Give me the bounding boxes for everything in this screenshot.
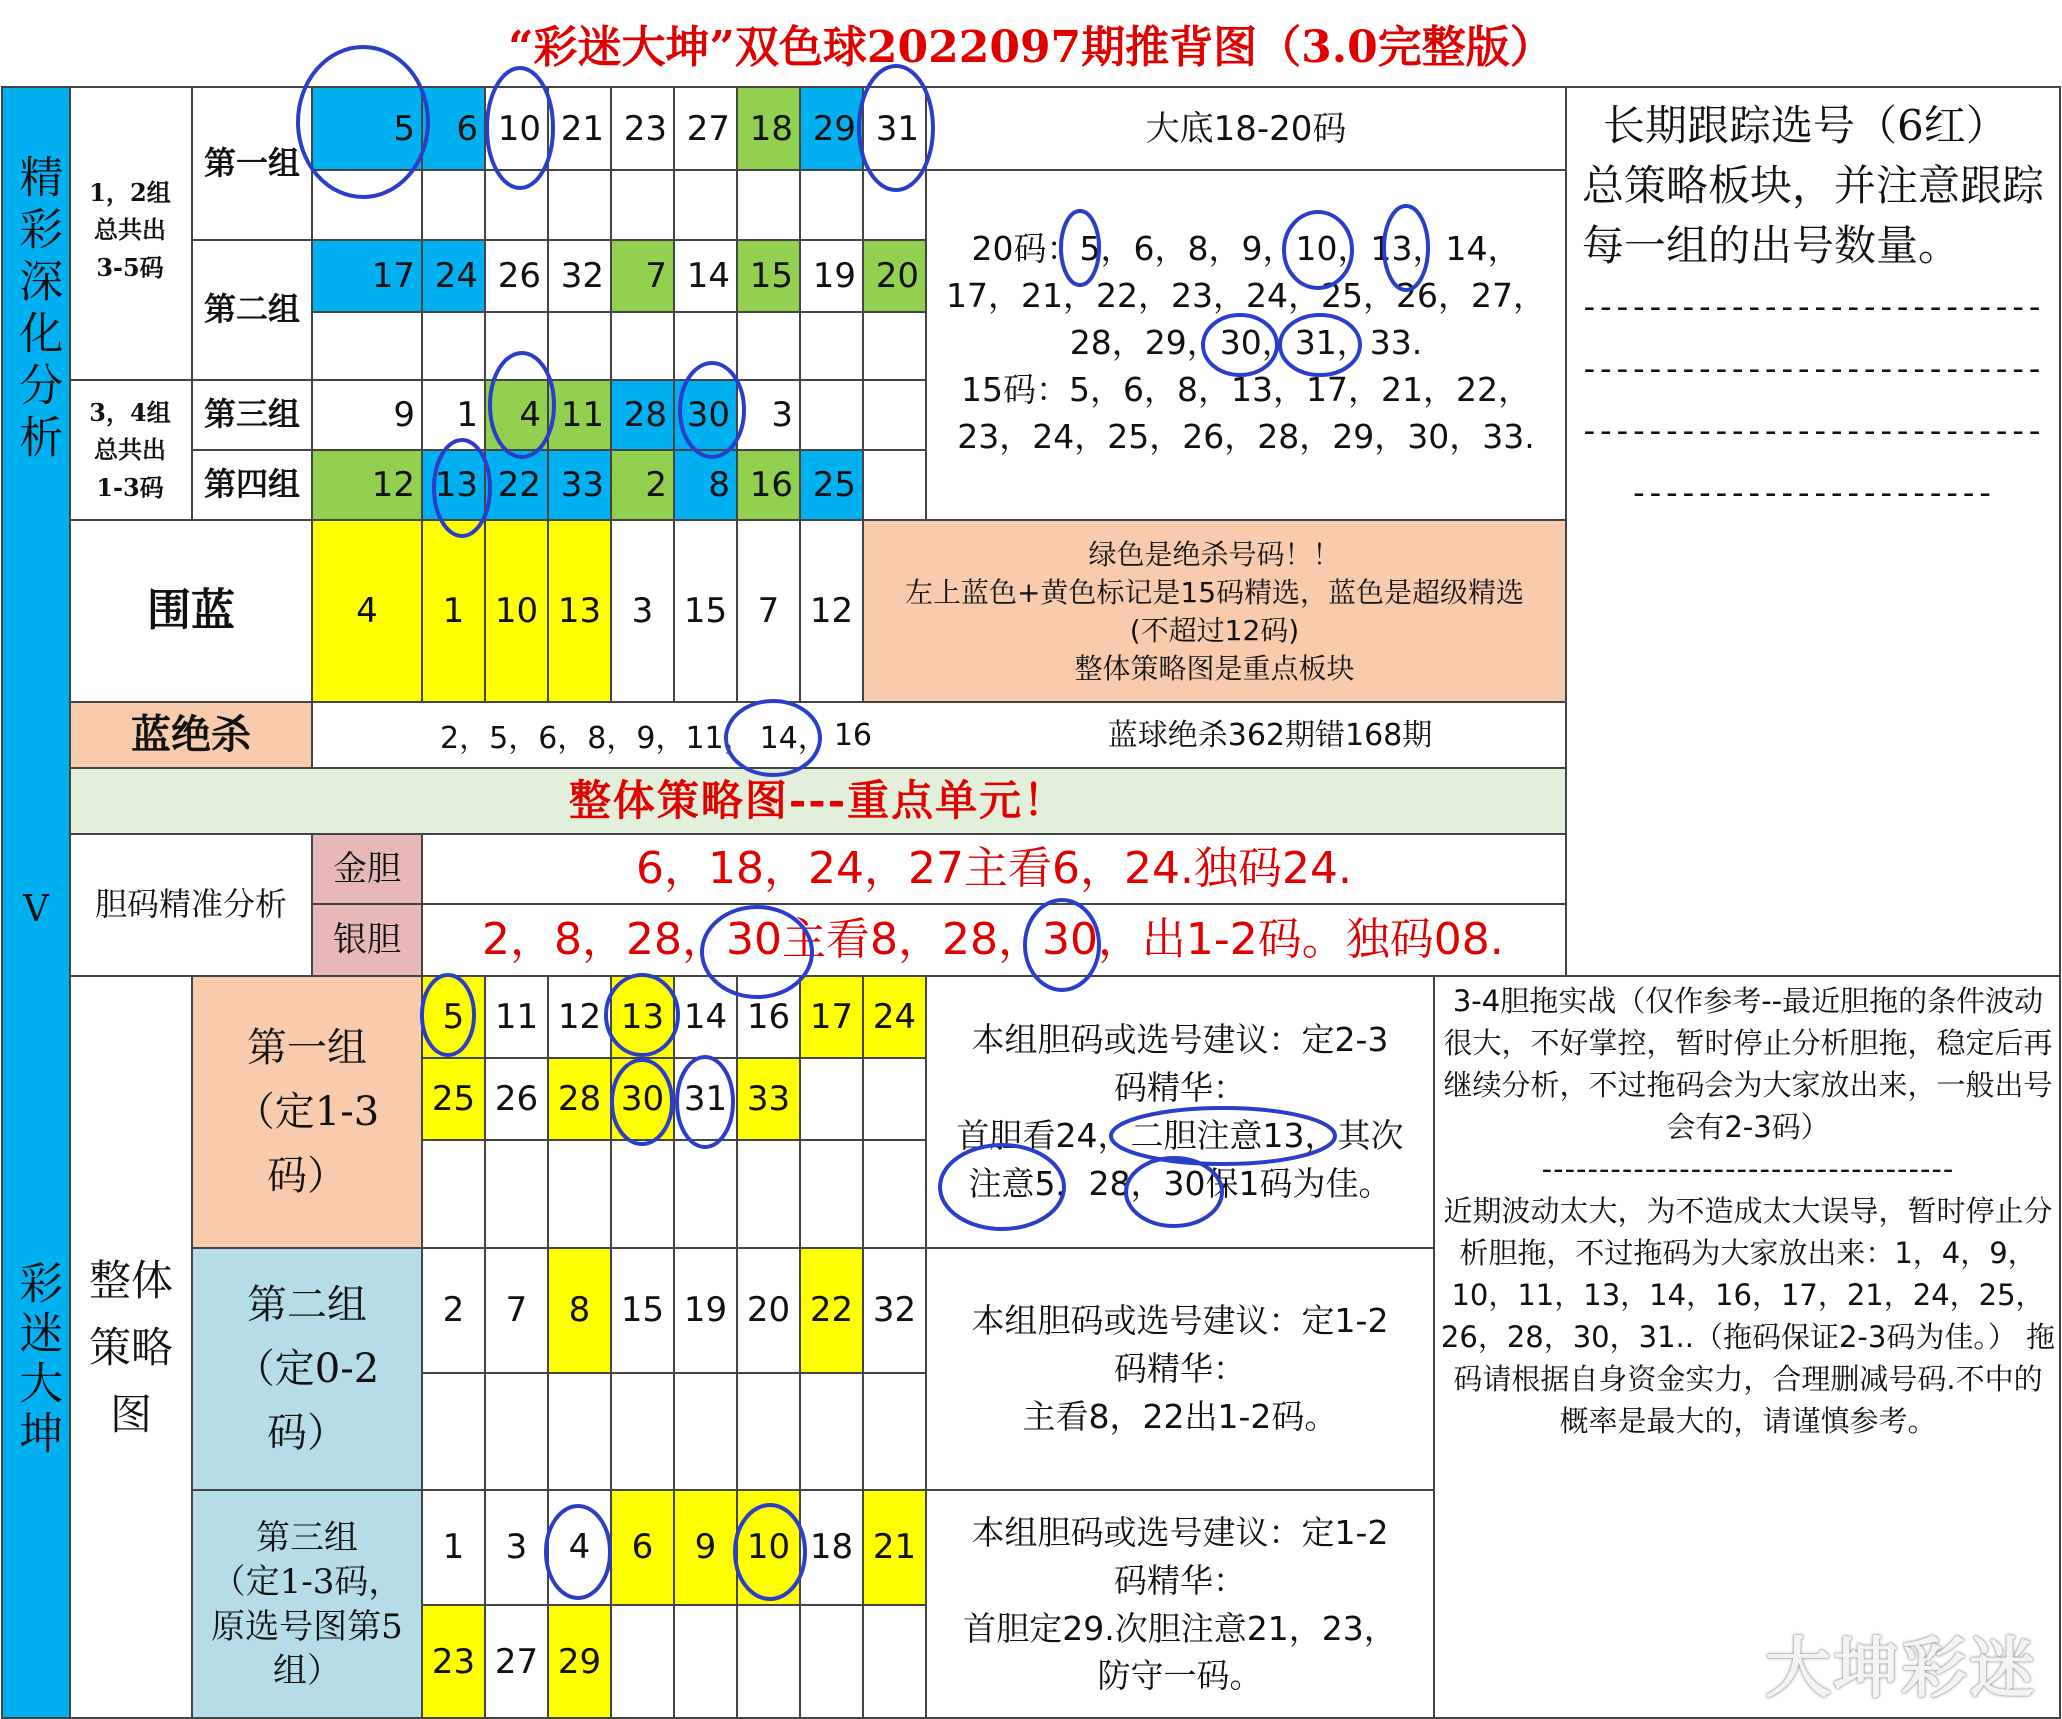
overall-label: 整体 策略 图: [88, 1255, 173, 1440]
dantuo-separator: ------------------------------------: [1541, 1152, 1955, 1186]
dantuo-para-2: 近期波动太大，为不造成太大误导，暂时停止分析胆拖，不过拖码为大家放出来：1，4，9，10，11，13，14，16，17，21，24，25，26，28，30，31..（拖码保证2-3码为佳。） 拖码请根据自身资金实力，合理删减号码.不中的概率是最大的，请谨慎参考。: [1440, 1194, 2056, 1438]
dantuo-para-1: 3-4胆拖实战（仅作参考--最近胆拖的条件波动很大，不好掌控，暂时停止分析胆拖，稳定后再继续分析，不过拖码会为大家放出来，一般出号会有2-3码）: [1443, 984, 2053, 1144]
group-12-note: 1，2组 总共出 3-5码: [89, 178, 171, 282]
dadi-20-prefix: 20码：: [971, 229, 1080, 268]
g2-num-14: 14: [686, 255, 730, 296]
weilan-label: 围蓝: [147, 585, 235, 637]
g1-num-29: 29: [800, 88, 863, 170]
og1-num: 14: [683, 996, 728, 1037]
silver-dan-label: 银胆: [312, 904, 422, 976]
g4-num-12: 12: [312, 450, 422, 520]
g3-num-11: 11: [548, 380, 611, 450]
group3-advice: 本组胆码或选号建议：定1-2 码精华： 首胆定29.次胆注意21，23， 防守一码。: [963, 1512, 1397, 1696]
og3-num: 23: [422, 1605, 485, 1719]
side-label-middle-text: V: [23, 889, 49, 931]
tracking-note: [1572, 96, 2057, 516]
dadi-line-1: 20码：5，6，8，9，10，13，14，: [971, 229, 1521, 268]
gold-dan-label: 金胆: [312, 834, 422, 904]
strategy-banner: 整体策略图---重点单元！: [70, 768, 1566, 834]
lanjuesha-nums-b: 14，: [759, 721, 828, 756]
watermark-text: 大坤彩迷: [1765, 1630, 2037, 1707]
silver-dan-text: 2，8，28，30主看8，28，30，出1-2码。独码08.: [482, 914, 1504, 966]
weilan-num-15: 15: [683, 590, 728, 631]
g2-num-19: 19: [812, 255, 856, 296]
og3-num: 1: [442, 1527, 465, 1568]
og2-num: 8: [548, 1248, 611, 1373]
lanjuesha-nums-c: 16: [833, 717, 872, 753]
top-group2-label: 第二组: [203, 290, 300, 329]
g1-num-23: 23: [623, 108, 667, 149]
dadi-20-num: 5: [1079, 229, 1101, 268]
og1-num: 12: [557, 996, 602, 1037]
og1-num: 33: [737, 1058, 800, 1140]
og2-num: 2: [442, 1290, 465, 1331]
weilan-num-4: 4: [312, 520, 422, 702]
page-title: “彩迷大坤”双色球2022097期推背图（3.0完整版）: [508, 21, 1554, 73]
og1-num: 16: [746, 996, 791, 1037]
lanjuesha-nums-a: 2，5，6，8，9，11，: [440, 721, 754, 756]
g1-num-21: 21: [560, 108, 604, 149]
og1-num: 11: [494, 996, 539, 1037]
og2-num: 7: [505, 1290, 528, 1331]
og1-num: 26: [494, 1078, 539, 1119]
og1-num: 28: [548, 1058, 611, 1140]
dadi-line-4: 15码：5，6，8，13，17，21，22，: [961, 370, 1531, 409]
dadi-20-num: 31: [1294, 323, 1337, 362]
og3-num: 29: [548, 1605, 611, 1719]
group2-advice: 本组胆码或选号建议：定1-2 码精华： 主看8，22出1-2码。: [971, 1301, 1389, 1436]
og3-num: 4: [568, 1527, 591, 1568]
dadi-20-num: 30: [1219, 323, 1262, 362]
weilan-num-1: 1: [422, 520, 485, 702]
legend-line-3: (不超过12码): [1129, 614, 1300, 647]
dadi-20-num: 14: [1445, 229, 1488, 268]
og1-num: 17: [800, 976, 863, 1058]
dadi-20-num: 28: [1069, 323, 1112, 362]
og1-num: 30: [611, 1058, 674, 1140]
og2-num: 19: [683, 1290, 728, 1331]
og1-num: 31: [683, 1078, 728, 1119]
overall-group3-label: 第三组 （定1-3码， 原选号图第5 组）: [192, 1490, 422, 1719]
g4-num-16: 16: [737, 450, 800, 520]
lanjuesha-record: 蓝球绝杀362期错168期: [1107, 717, 1433, 753]
g3-num-3: 3: [771, 394, 793, 435]
og1-num: 13: [611, 976, 674, 1058]
lanjuesha-label: 蓝绝杀: [70, 702, 312, 768]
overall-group1-label: 第一组 （定1-3 码）: [192, 976, 422, 1248]
dadi-line-3: 28，29，30，31，33.: [1069, 323, 1423, 362]
weilan-num-12: 12: [809, 590, 854, 631]
og1-num: 24: [863, 976, 926, 1058]
top-group4-label: 第四组: [203, 465, 300, 504]
group1-advice: 本组胆码或选号建议：定2-3 码精华： 首胆看24，二胆注意13，其次 注意5，28，30保1码为佳。: [956, 1020, 1404, 1203]
tracking-note-text: 长期跟踪选号（6红）总策略板块，并注意跟踪每一组的出号数量。: [1582, 101, 2045, 270]
dadi-20-num: 9: [1241, 229, 1263, 268]
weilan-num-10: 10: [485, 520, 548, 702]
dadi-line-2: 17，21，22，23，24，25，26，27，: [946, 276, 1546, 315]
dadi-line-5: 23，24，25，26，28，29，30，33.: [957, 417, 1535, 456]
dadi-20-num: 10: [1295, 229, 1338, 268]
g4-num-33: 33: [548, 450, 611, 520]
group-34-note: 3，4组 总共出 1-3码: [89, 398, 171, 502]
side-label-middle: [3, 880, 69, 940]
dadi-20-num: 33.: [1369, 323, 1423, 362]
side-label-top-text: 精彩深化分析: [11, 154, 63, 466]
g4-num-13: 13: [422, 450, 485, 520]
dadi-20-num: 29: [1144, 323, 1187, 362]
g4-num-22: 22: [485, 450, 548, 520]
g3-num-28: 28: [611, 380, 674, 450]
g3-num-30: 30: [674, 380, 737, 450]
og2-num: 20: [746, 1290, 791, 1331]
g1-num-18: 18: [737, 88, 800, 170]
g1-num-5: 5: [312, 88, 422, 170]
g4-num-2: 2: [611, 450, 674, 520]
g2-num-15: 15: [737, 240, 800, 312]
tracking-note-dashes: ----------------------------------------------------------------------------------------------------------: [1583, 287, 2046, 513]
dadi-20-num: 8: [1187, 229, 1209, 268]
g2-num-20: 20: [863, 240, 926, 312]
weilan-num-13: 13: [548, 520, 611, 702]
g3-num-1: 1: [456, 394, 478, 435]
dadi-list: [926, 225, 1566, 465]
g4-num-25: 25: [800, 450, 863, 520]
og1-num: 25: [422, 1058, 485, 1140]
og3-num: 10: [737, 1490, 800, 1605]
g2-num-32: 32: [560, 255, 604, 296]
og2-num: 15: [620, 1290, 665, 1331]
og3-num: 27: [494, 1641, 539, 1682]
dadi-20-num: 13: [1370, 229, 1413, 268]
g1-num-27: 27: [686, 108, 730, 149]
g3-num-4: 4: [485, 380, 548, 450]
og1-num: 5: [422, 976, 485, 1058]
g2-num-17: 17: [312, 240, 422, 312]
gold-dan-text: 6，18，24，27主看6，24.独码24.: [636, 843, 1352, 895]
og3-num: 3: [505, 1527, 528, 1568]
legend-line-2: 左上蓝色+黄色标记是15码精选，蓝色是超级精选: [904, 576, 1525, 609]
og3-num: 6: [611, 1490, 674, 1605]
g1-num-31: 31: [875, 108, 919, 149]
legend-line-4: 整体策略图是重点板块: [1074, 652, 1355, 685]
side-label-bottom: [3, 1230, 69, 1490]
g2-num-26: 26: [497, 255, 541, 296]
legend-line-1: 绿色是绝杀号码！！: [1088, 538, 1341, 571]
og2-num: 22: [800, 1248, 863, 1373]
legend-box: [863, 520, 1566, 702]
weilan-num-7: 7: [757, 590, 780, 631]
top-group3-label: 第三组: [203, 395, 300, 434]
weilan-num-3: 3: [631, 590, 654, 631]
g4-num-8: 8: [674, 450, 737, 520]
g1-num-10: 10: [497, 108, 541, 149]
dadi-20-num: 6: [1133, 229, 1155, 268]
side-label-bottom-text: 彩迷大坤: [11, 1260, 63, 1460]
og3-num: 18: [809, 1527, 854, 1568]
g2-num-24: 24: [422, 240, 485, 312]
overall-group2-label: 第二组 （定0-2 码）: [192, 1248, 422, 1490]
danma-label: 胆码精准分析: [94, 885, 287, 924]
dadi-title: 大底18-20码: [1145, 108, 1347, 149]
side-label-top: [3, 100, 69, 520]
top-group1-label: 第一组: [203, 144, 300, 183]
og2-num: 32: [872, 1290, 917, 1331]
og3-num: 21: [863, 1490, 926, 1605]
dantuo-note: [1436, 980, 2060, 1520]
g2-num-7: 7: [611, 240, 674, 312]
g1-num-6: 6: [422, 88, 485, 170]
og3-num: 9: [674, 1490, 737, 1605]
lanjuesha-nums: [312, 702, 912, 768]
g3-num-9: 9: [393, 394, 415, 435]
